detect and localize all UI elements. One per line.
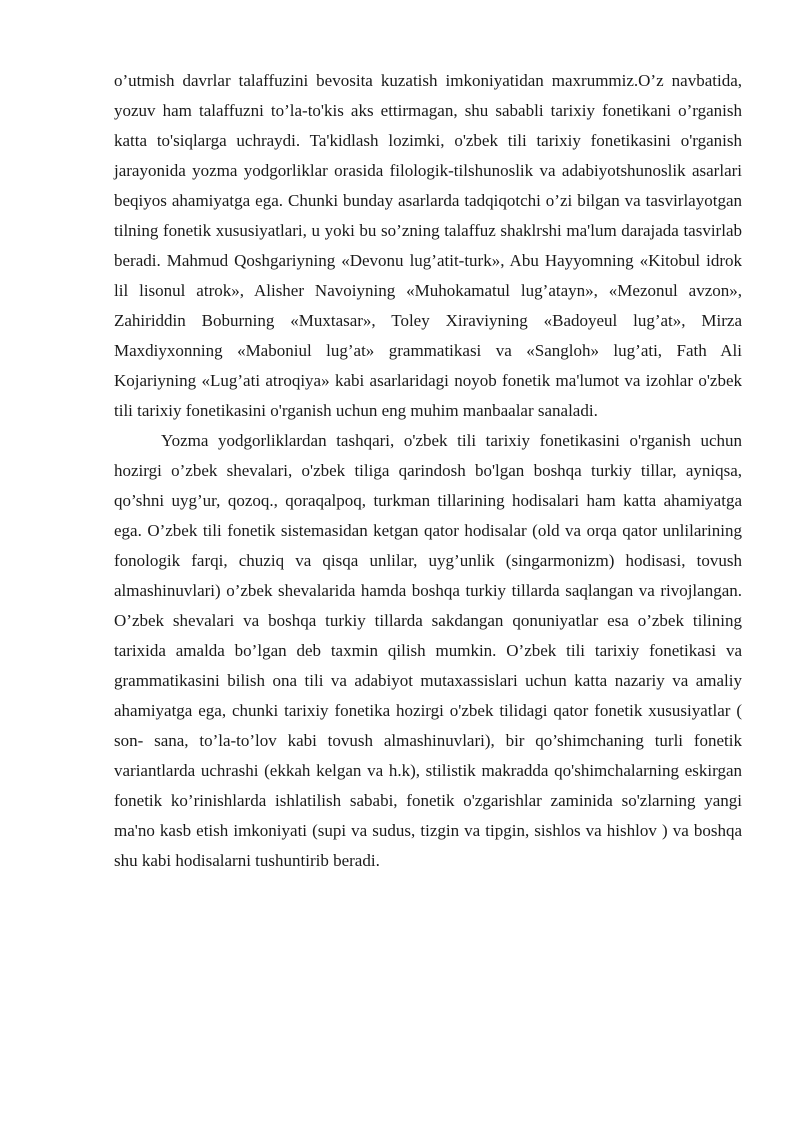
paragraph-2: Yozma yodgorliklardan tashqari, o'zbek tili tarixiy fonetikasini o'rganish uchun hozirgi o’zbek shevalari, o'zbek tiliga qarindosh bo'lgan boshqa turkiy tillar, ayniqsa, qo’shni uyg’ur, qozoq., qoraqalpoq, turkman tillarining hodisalari ham katta ahamiyatga ega. O’zbek tili fonetik sistemasidan ketgan qator hodisalar (old va orqa qator unlilarining fonologik farqi, chuziq va qisqa unlilar, uyg’unlik (singarmonizm) hodisasi, tovush almashinuvlari) o’zbek shevalarida hamda boshqa turkiy tillarda saqlangan va rivojlangan. O’zbek shevalari va boshqa turkiy tillarda sakdangan qonuniyatlar esa o’zbek tilining tarixida amalda bo’lgan deb taxmin qilish mumkin. O’zbek tili tarixiy fonetikasi va grammatikasini bilish ona tili va adabiyot mutaxassislari uchun katta nazariy va amaliy ahamiyatga ega, chunki tarixiy fonetika hozirgi o'zbek tilidagi qator fonetik xususiyatlar ( son- sana, to’la-to’lov kabi tovush almashinuvlari), bir qo’shimchaning turli fonetik variantlarda uchrashi (ekkah kelgan va h.k), stilistik makradda qo'shimchalarning eskirgan fonetik ko’rinishlarda ishlatilish sababi, fonetik o'zgarishlar zaminida so'zlarning yangi ma'no kasb etish imkoniyati (supi va sudus, tizgin va tipgin, sishlos va hishlov ) va boshqa shu kabi hodisalarni tushuntirib beradi. (114, 431, 742, 870)
document-page (114, 66, 742, 876)
paragraph-1: o’utmish davrlar talaffuzini bevosita kuzatish imkoniyatidan maxrummiz.O’z navbatida, yozuv ham talaffuzni to’la-to'kis aks ettirmagan, shu sababli tarixiy fonetikani o’rganish katta to'siqlarga uchraydi. Ta'kidlash lozimki, o'zbek tili tarixiy fonetikasini o'rganish jarayonida yozma yodgorliklar orasida filologik-tilshunoslik va adabiyotshunoslik asarlari beqiyos ahamiyatga ega. Chunki bunday asarlarda tadqiqotchi o’zi bilgan va tasvirlayotgan tilning fonetik xususiyatlari, u yoki bu so’zning talaffuz shaklrshi ma'lum darajada tasvirlab beradi. Mahmud Qoshgariyning «Devonu lug’atit-turk», Abu Hayyomning «Kitobul idrok lil lisonul atrok», Alisher Navoiyning «Muhokamatul lug’atayn», «Mezonul avzon», Zahiriddin Boburning «Muxtasar», Toley Xiraviyning «Badoyeul lug’at», Mirza Maxdiyxonning «Maboniul lug’at» grammatikasi va «Sangloh» lug’ati, Fath Ali Kojariyning «Lug’ati atroqiya» kabi asarlaridagi noyob fonetik ma'lumot va izohlar o'zbek tili tarixiy fonetikasini o'rganish uchun eng muhim manbaalar sanaladi. (114, 71, 742, 420)
